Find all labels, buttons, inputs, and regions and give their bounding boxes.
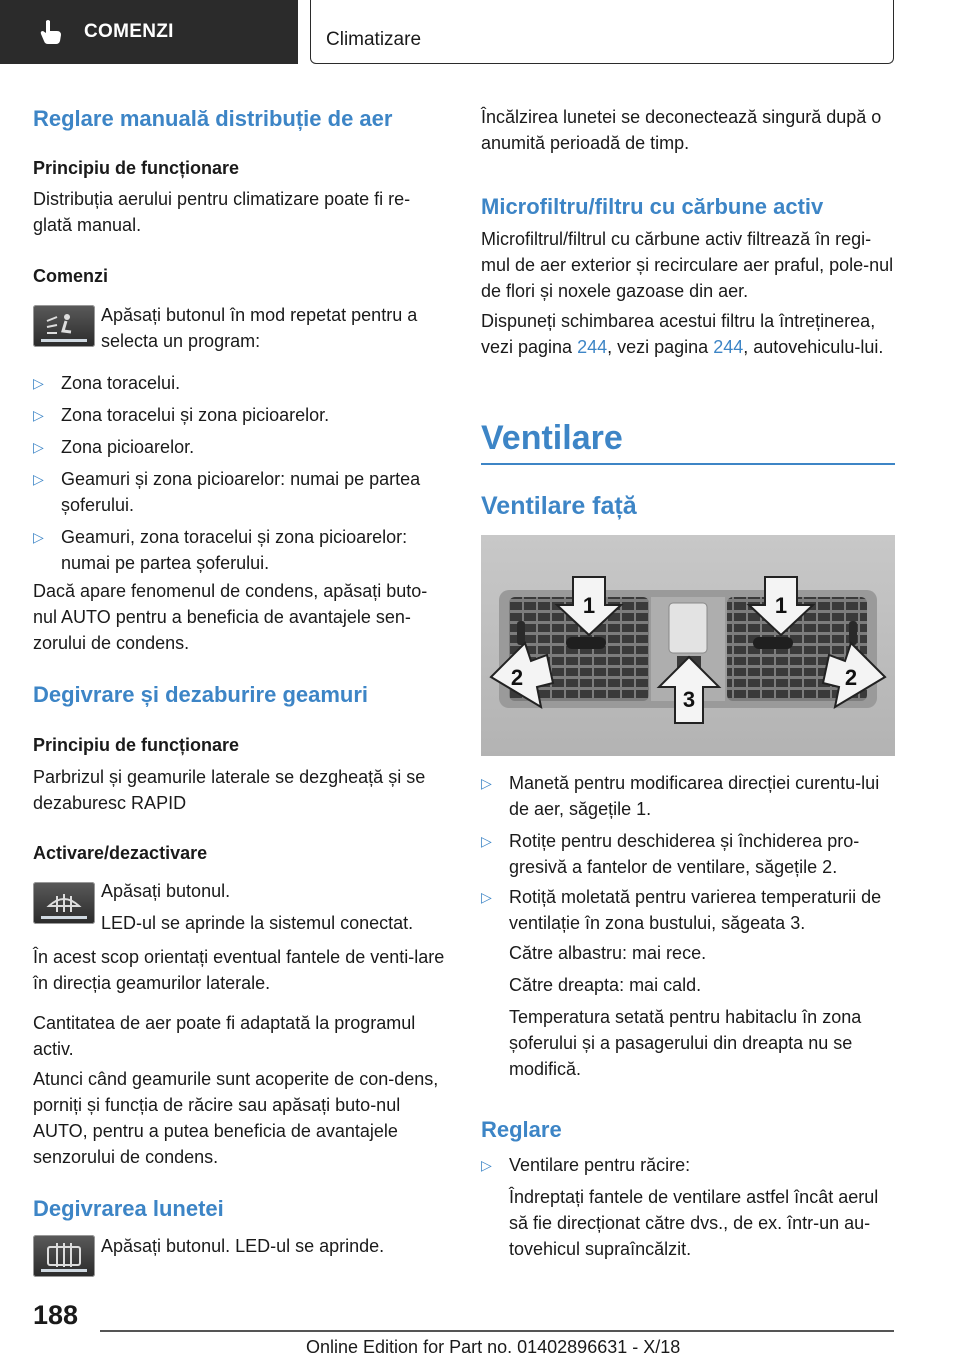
chapter-title: Climatizare [326, 29, 422, 50]
front-vent-figure [481, 535, 895, 756]
page-link[interactable]: 244 [577, 337, 608, 357]
chapter-header [310, 0, 894, 64]
air-distribution-icon [33, 305, 95, 347]
section-tab-label: COMENZI [84, 21, 174, 42]
edition-footer: Online Edition for Part no. 01402896631 - X/18 [306, 1337, 681, 1357]
figure-label: 3 [682, 687, 696, 712]
list-item: ▷ Ventilare pentru răcire: [481, 1152, 895, 1178]
list-item: ▷ Rotițe pentru deschiderea și închiderea pro-gresivă a fantelor de ventilare, săgețile 2. [481, 828, 895, 880]
rear-defrost-text: Apăsați butonul. LED-ul se aprinde. [101, 1236, 385, 1256]
windshield-defrost-button-image [33, 882, 95, 924]
controls-heading: Comenzi [33, 266, 109, 286]
rear-defrost-heading: Degivrarea lunetei [33, 1196, 224, 1221]
section-tab [0, 0, 298, 64]
triangle-bullet-icon: ▷ [481, 775, 492, 791]
covered-windows-text: Atunci când geamurile sunt acoperite de con-dens, porniți și funcția de răcire sau apăsați buto-nul AUTO, pentru a putea beneficia de avantajele senzorului de condens. [33, 1069, 439, 1167]
list-item: ▷ Geamuri și zona picioarelor: numai pe partea șoferului. [33, 466, 448, 518]
defrost-heading: Degivrare și dezaburire geamuri [33, 682, 369, 707]
hand-pointer-icon [40, 19, 62, 45]
filter-service-text: Dispuneți schimbarea acestui filtru la întreținerea, vezi pagina 244, vezi pagina 244, autovehiculu-lui. [481, 311, 884, 357]
manual-distribution-heading: Reglare manuală distribuție de aer [33, 106, 393, 131]
triangle-bullet-icon: ▷ [481, 889, 492, 905]
rear-auto-off-text: Încălzirea lunetei se deconectează singură după o anumită perioadă de timp. [481, 107, 882, 153]
air-amount-text: Cantitatea de aer poate fi adaptată la programul activ. [33, 1013, 416, 1059]
ventilation-heading: Ventilare [481, 419, 623, 457]
button-instruction: Apăsați butonul în mod repetat pentru a selecta un program: [101, 305, 418, 351]
rear-window-defrost-icon [33, 1235, 95, 1277]
vents-text: În acest scop orientați eventual fantele de venti-lare în direcția geamurilor laterale. [33, 947, 445, 993]
right-text: Către dreapta: mai cald. [509, 975, 702, 995]
list-item: ▷ Rotiță moletată pentru varierea temperaturii de ventilație în zona bustului, săgeata 3. [481, 884, 895, 936]
triangle-bullet-icon: ▷ [33, 407, 44, 423]
figure-label: 1 [774, 593, 788, 618]
windshield-defrost-icon [33, 882, 95, 924]
led-text: LED-ul se aprinde la sistemul conectat. [101, 913, 414, 933]
temperature-text: Temperatura setată pentru habitaclu în zona șoferului și a pasagerului din dreapta nu se modifică. [509, 1007, 862, 1079]
triangle-bullet-icon: ▷ [481, 833, 492, 849]
air-distribution-button-image [33, 305, 95, 347]
filter-heading: Microfiltru/filtru cu cărbune activ [481, 194, 824, 219]
list-item: ▷ Geamuri, zona toracelui și zona picioarelor: numai pe partea șoferului. [33, 524, 448, 576]
press-button-text: Apăsați butonul. [101, 881, 231, 901]
footer-rule [100, 1330, 894, 1332]
blue-text: Către albastru: mai rece. [509, 943, 707, 963]
list-item: ▷ Zona picioarelor. [33, 434, 448, 460]
list-item: ▷ Zona toracelui și zona picioarelor. [33, 402, 448, 428]
filter-text: Microfiltrul/filtrul cu cărbune activ filtrează în regi-mul de aer exterior și recirculare aer praful, pole-nul de flori și noxele gazoase din aer. [481, 229, 894, 301]
figure-label: 2 [844, 665, 858, 690]
figure-label: 2 [510, 665, 524, 690]
cooling-text: Îndreptați fantele de ventilare astfel încât aerul să fie direcționat către dvs., de ex. într-un au-tovehicul supraîncălzit. [509, 1187, 879, 1259]
list-item: ▷ Zona toracelui. [33, 370, 448, 396]
triangle-bullet-icon: ▷ [33, 439, 44, 455]
defrost-principle-heading: Principiu de funcționare [33, 735, 240, 755]
triangle-bullet-icon: ▷ [481, 1157, 492, 1173]
toggle-heading: Activare/dezactivare [33, 843, 208, 863]
condensation-text: Dacă apare fenomenul de condens, apăsați buto-nul AUTO pentru a beneficia de avantajele sen-zorului de condens. [33, 581, 428, 653]
figure-label: 1 [582, 593, 596, 618]
front-ventilation-heading: Ventilare față [481, 492, 637, 520]
principle-heading: Principiu de funcționare [33, 158, 240, 178]
triangle-bullet-icon: ▷ [33, 375, 44, 391]
triangle-bullet-icon: ▷ [33, 529, 44, 545]
heading-rule [481, 463, 895, 465]
defrost-principle-text: Parbrizul și geamurile laterale se dezgheață și se dezaburesc RAPID [33, 767, 426, 813]
page-link[interactable]: 244 [713, 337, 744, 357]
list-item: ▷ Manetă pentru modificarea direcției curentu-lui de aer, săgețile 1. [481, 770, 895, 822]
adjust-heading: Reglare [481, 1117, 562, 1142]
triangle-bullet-icon: ▷ [33, 471, 44, 487]
rear-window-defrost-button-image [33, 1235, 95, 1277]
principle-text: Distribuția aerului pentru climatizare poate fi re-glată manual. [33, 189, 411, 235]
page-number: 188 [33, 1300, 79, 1330]
